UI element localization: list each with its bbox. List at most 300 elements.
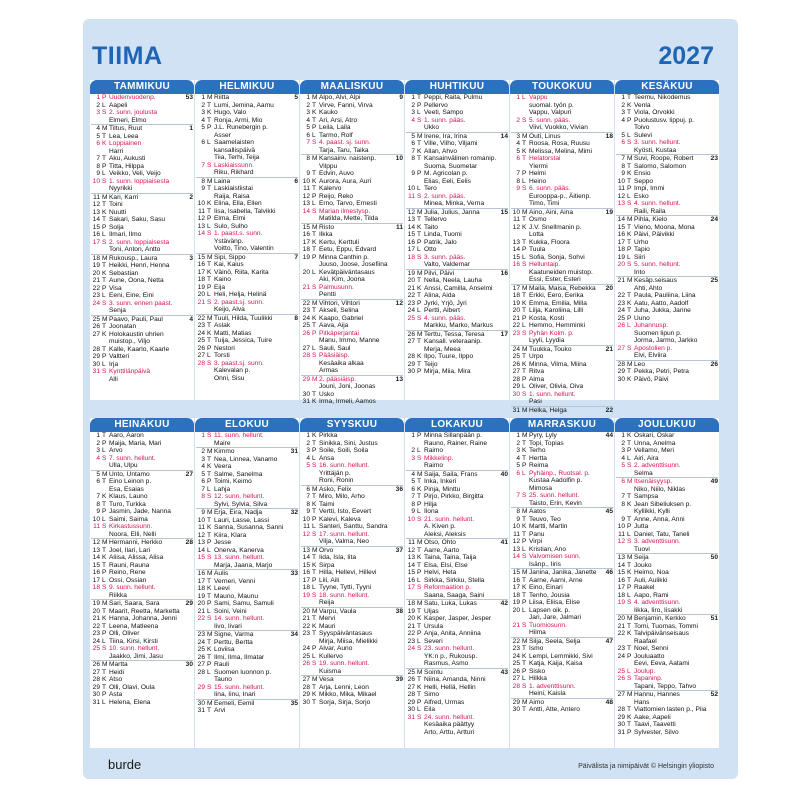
- weekday-letter: T: [312, 554, 317, 561]
- day-number: 19: [197, 592, 205, 600]
- day-number: 7: [516, 170, 520, 177]
- day-row: [616, 675, 718, 683]
- day-number: 30: [407, 368, 415, 375]
- day-number: 18: [302, 246, 310, 253]
- weekday-letter: K: [522, 652, 527, 660]
- day-row: [511, 432, 613, 440]
- weekday-letter: K: [207, 329, 212, 337]
- day-row: [196, 223, 298, 231]
- day-number: 8: [96, 162, 100, 170]
- day-number: 18: [512, 591, 520, 599]
- day-row: [91, 331, 193, 339]
- day-row: [511, 553, 613, 561]
- day-names: 1. adventtisunn.: [529, 682, 576, 690]
- day-row: [616, 690, 718, 699]
- week-number: 39: [395, 676, 403, 683]
- day-number: 9: [411, 170, 415, 177]
- day-names: Hertta: [529, 454, 547, 462]
- day-names: Riitta: [214, 94, 230, 101]
- day-number: 13: [512, 545, 520, 553]
- day-names: Edvin, Auvo: [319, 170, 354, 177]
- day-names: 3. paast.sj. sunn.: [214, 359, 264, 367]
- day-row: [91, 562, 193, 570]
- day-names: Pellervo: [424, 101, 448, 109]
- day-row: [301, 367, 403, 375]
- day-number: 1: [96, 94, 100, 101]
- day-row: [406, 554, 508, 562]
- weekday-letter: S: [417, 116, 422, 124]
- day-row: [196, 109, 298, 117]
- day-row: [91, 447, 193, 455]
- day-names: Kaapo, Gabriel: [319, 314, 363, 322]
- day-row: [511, 307, 613, 315]
- day-row: [511, 170, 613, 178]
- day-names: Vertti, Isto, Eevert: [319, 508, 372, 515]
- weekday-letter: K: [102, 554, 107, 561]
- day-number: 9: [516, 515, 520, 523]
- day-row: [406, 486, 508, 494]
- day-names: Kauko: [319, 109, 338, 116]
- day-names: Ukko: [424, 124, 440, 131]
- day-names: 21. sunn. hellunt.: [424, 515, 475, 523]
- day-names: Joulup.: [634, 667, 656, 675]
- weekday-letter: L: [207, 139, 211, 146]
- day-row: [616, 109, 718, 117]
- day-names: Esa, Esaias: [109, 485, 144, 493]
- day-names: M. Agricolan p.: [424, 170, 468, 177]
- day-names: 3. sunn. hellunt.: [634, 139, 681, 146]
- weekday-letter: S: [312, 591, 317, 599]
- day-names: Pyhäinp., Ruotsal. p.: [529, 469, 590, 477]
- day-row: [301, 170, 403, 178]
- weekday-letter: T: [627, 94, 632, 101]
- day-row: [301, 660, 403, 668]
- day-number: 19: [512, 599, 520, 606]
- day-row: [196, 562, 298, 570]
- day-row: [301, 223, 403, 232]
- weekday-letter: M: [312, 375, 318, 383]
- day-names: 7. sunn. hellunt.: [109, 454, 156, 462]
- day-row: [196, 646, 298, 654]
- day-number: 29: [512, 698, 520, 706]
- weekday-letter: T: [312, 493, 317, 500]
- day-number: 13: [92, 546, 100, 554]
- weekday-letter: K: [522, 299, 527, 307]
- day-number: 14: [197, 230, 205, 237]
- weekday-letter: T: [522, 292, 527, 299]
- month-header: HELMIKUU: [195, 80, 299, 94]
- weekday-letter: S: [522, 553, 527, 560]
- day-row: [196, 238, 298, 246]
- day-names: Pekka, Petri, Petra: [634, 368, 689, 375]
- day-names: Aino, Aini, Aina: [529, 208, 573, 216]
- day-number: 30: [407, 706, 415, 713]
- day-row: [196, 162, 298, 170]
- day-list: [510, 432, 614, 714]
- day-number: 4: [201, 116, 205, 124]
- day-names: Rasmus, Asmo: [424, 660, 469, 667]
- day-number: 23: [302, 630, 310, 637]
- day-row: [406, 584, 508, 592]
- day-number: 25: [407, 668, 415, 676]
- day-names: Alpo, Alvi, Alpi: [319, 94, 361, 101]
- day-row: [301, 538, 403, 546]
- weekday-letter: T: [417, 292, 422, 299]
- day-row: [301, 163, 403, 171]
- day-row: [196, 132, 298, 140]
- day-row: [616, 645, 718, 653]
- day-row: [301, 546, 403, 555]
- weekday-letter: P: [627, 523, 632, 530]
- day-names: Sebastian: [109, 269, 139, 277]
- day-names: Timo, Timi: [529, 200, 560, 207]
- weekday-letter: T: [522, 216, 527, 223]
- weekday-letter: L: [312, 523, 316, 530]
- day-names: Pirkka: [319, 432, 338, 439]
- day-row: [616, 315, 718, 323]
- day-row: [196, 230, 298, 238]
- day-row: [406, 300, 508, 308]
- day-names: Airi, Aira: [634, 454, 659, 462]
- day-row: [196, 684, 298, 692]
- week-number: 46: [605, 569, 613, 576]
- day-number: 4: [411, 116, 415, 124]
- day-names: Alina, Aida: [424, 292, 456, 299]
- day-number: 16: [512, 576, 520, 584]
- day-row: [616, 706, 718, 714]
- weekday-letter: S: [207, 230, 212, 237]
- weekday-letter: T: [522, 591, 527, 599]
- weekday-letter: K: [627, 170, 632, 177]
- day-names: Suomen lipun p.: [634, 329, 682, 337]
- day-row: [91, 285, 193, 293]
- day-number: 17: [302, 238, 310, 246]
- day-number: 10: [197, 200, 205, 207]
- day-row: [91, 676, 193, 684]
- weekday-letter: S: [312, 660, 317, 667]
- day-names: Urho: [634, 238, 649, 246]
- day-names: Vieno, Moona, Mona: [634, 223, 695, 231]
- weekday-letter: K: [627, 432, 632, 439]
- weekday-letter: L: [417, 637, 421, 645]
- day-row: [91, 178, 193, 186]
- day-row: [406, 684, 508, 692]
- weekday-letter: L: [417, 307, 421, 314]
- day-row: [301, 360, 403, 368]
- day-names: Aatu, Aatto, Aadolf: [634, 299, 689, 307]
- day-row: [616, 477, 718, 486]
- day-names: Kertu, Kerttuli: [319, 238, 359, 246]
- day-number: 3: [96, 447, 100, 454]
- weekday-letter: T: [312, 116, 317, 124]
- day-number: 26: [92, 323, 100, 330]
- day-names: Aulis: [214, 570, 229, 577]
- day-row: [406, 645, 508, 653]
- day-row: [91, 462, 193, 470]
- day-row: [196, 322, 298, 330]
- day-row: [406, 261, 508, 269]
- day-number: 6: [96, 478, 100, 485]
- weekday-letter: L: [417, 246, 421, 253]
- day-names: Tuija, Jessica, Tuire: [214, 337, 273, 344]
- day-row: [91, 638, 193, 646]
- weekday-letter: P: [522, 538, 527, 545]
- day-number: 18: [302, 584, 310, 591]
- day-names: Helena, Elena: [109, 698, 151, 706]
- weekday-letter: M: [102, 193, 108, 201]
- day-row: [616, 714, 718, 722]
- day-names: Soile, Soili, Soila: [319, 447, 369, 454]
- day-names: Laskiaissunn.: [214, 161, 254, 169]
- weekday-letter: T: [207, 531, 212, 539]
- day-row: [196, 215, 298, 223]
- weekday-letter: K: [102, 615, 107, 622]
- weekday-letter: M: [522, 569, 528, 576]
- day-number: 12: [302, 192, 310, 200]
- day-row: [511, 660, 613, 668]
- day-row: [301, 215, 403, 223]
- weekday-letter: S: [522, 621, 527, 629]
- day-number: 23: [512, 645, 520, 652]
- day-names: Raimo: [424, 462, 444, 469]
- day-row: [511, 155, 613, 163]
- day-row: [406, 493, 508, 501]
- day-names: Pentti: [319, 291, 336, 298]
- day-number: 16: [197, 261, 205, 268]
- day-names: Daniel, Tatu, Taneli: [634, 530, 690, 538]
- week-number: 23: [710, 155, 718, 162]
- day-names: Lahja: [214, 485, 231, 493]
- day-number: 23: [302, 307, 310, 314]
- day-names: Soini, Veini: [214, 607, 247, 615]
- day-number: 12: [407, 208, 415, 216]
- weekday-letter: T: [627, 493, 632, 500]
- day-names: 2. sunn. pääs.: [424, 192, 466, 200]
- day-row: [91, 592, 193, 600]
- day-names: Holokaustin uhrien: [109, 330, 164, 338]
- day-number: 5: [621, 462, 625, 469]
- day-row: [91, 501, 193, 509]
- weekday-letter: T: [627, 109, 632, 116]
- weekday-letter: T: [207, 455, 212, 463]
- day-names: Tiltus, Ruut: [109, 125, 143, 132]
- day-number: 30: [617, 375, 625, 383]
- day-number: 29: [512, 383, 520, 390]
- day-row: [616, 577, 718, 585]
- day-names: Mirja, Miisa, Mielikki: [319, 637, 378, 645]
- day-list: [90, 94, 194, 383]
- day-names: Nella, Neela, Lauha: [424, 277, 482, 284]
- day-names: Loviisa: [214, 646, 235, 653]
- day-row: [511, 455, 613, 463]
- week-number: 21: [605, 345, 613, 353]
- day-names: 14. sunn. hellunt.: [214, 615, 265, 622]
- day-number: 26: [302, 660, 310, 667]
- weekday-letter: T: [627, 439, 632, 447]
- day-row: [301, 455, 403, 463]
- weekday-letter: S: [207, 359, 212, 367]
- weekday-letter: L: [312, 584, 316, 591]
- day-number: 1: [411, 94, 415, 101]
- day-row: [301, 592, 403, 600]
- week-number: 36: [395, 485, 403, 493]
- day-row: [616, 486, 718, 494]
- day-names: Benjamin, Kerkko: [634, 615, 686, 622]
- day-number: 19: [92, 262, 100, 269]
- month-header: JOULUKUU: [615, 418, 719, 432]
- day-row: [406, 208, 508, 217]
- day-row: [406, 577, 508, 585]
- day-number: 23: [407, 637, 415, 645]
- day-number: 13: [617, 554, 625, 561]
- week-number: 26: [710, 360, 718, 368]
- day-names: Eija: [214, 283, 225, 291]
- day-row: [406, 178, 508, 186]
- weekday-letter: T: [102, 345, 107, 353]
- day-names: Onerva, Kanerva: [214, 546, 264, 554]
- day-row: [301, 261, 403, 269]
- day-row: [616, 368, 718, 376]
- day-names: Kuisma: [319, 667, 341, 675]
- weekday-letter: T: [417, 231, 422, 238]
- weekday-letter: K: [312, 177, 317, 185]
- day-row: [616, 376, 718, 384]
- month-kesäkuu: [615, 80, 719, 400]
- day-number: 24: [302, 314, 310, 322]
- day-number: 14: [92, 216, 100, 223]
- day-number: 16: [617, 576, 625, 584]
- weekday-letter: S: [627, 462, 632, 469]
- day-row: [196, 691, 298, 699]
- day-names: Elias, Eeli, Eelis: [424, 177, 471, 185]
- day-names: Ilpo, Tuure, Ilppo: [424, 353, 474, 360]
- weekday-letter: M: [627, 277, 633, 284]
- day-names: Sulevi: [634, 131, 652, 139]
- weekday-letter: P: [417, 299, 422, 307]
- day-names: Uljas: [424, 607, 439, 615]
- weekday-letter: T: [522, 515, 527, 523]
- weekday-letter: L: [627, 454, 631, 462]
- day-number: 22: [302, 299, 310, 307]
- day-names: Heini, Kaisla: [529, 690, 566, 697]
- day-number: 14: [302, 207, 310, 215]
- day-row: [301, 322, 403, 330]
- day-names: Alvar, Auno: [319, 645, 353, 652]
- weekday-letter: M: [522, 406, 528, 414]
- day-row: [511, 109, 613, 117]
- weekday-letter: T: [522, 576, 527, 584]
- day-number: 11: [618, 185, 625, 192]
- day-names: Hanna, Johanna, Jenni: [109, 615, 177, 622]
- day-number: 26: [407, 676, 415, 683]
- day-number: 22: [197, 615, 205, 622]
- day-row: [91, 608, 193, 616]
- day-row: [196, 177, 298, 186]
- day-row: [511, 592, 613, 600]
- day-names: Julia, Julius, Janna: [424, 208, 480, 216]
- day-names: Reino, Rene: [109, 569, 146, 576]
- week-number: 8: [294, 314, 298, 322]
- day-names: Otso, Ohto: [424, 539, 456, 546]
- day-row: [91, 270, 193, 278]
- day-names: Jouni, Joni, Joonas: [319, 383, 376, 390]
- day-names: Aatos: [529, 508, 546, 515]
- month-header: TAMMIKUU: [90, 80, 194, 94]
- day-names: Pihla, Kielo: [634, 216, 667, 223]
- day-names: Vappu, Valpuri: [529, 109, 572, 116]
- day-names: Lilja, Karoliina, Lilli: [529, 307, 584, 314]
- day-row: [196, 661, 298, 669]
- day-names: Toini: [109, 201, 123, 208]
- day-row: [616, 147, 718, 155]
- day-names: Elina, Ella, Ellen: [214, 200, 262, 207]
- day-names: Elma, Elmi: [214, 215, 246, 222]
- weekday-letter: T: [207, 207, 212, 215]
- weekday-letter: T: [102, 262, 107, 269]
- month-tammikuu: [90, 80, 194, 400]
- weekday-letter: L: [522, 469, 526, 477]
- day-number: 27: [302, 344, 310, 352]
- day-row: [511, 523, 613, 531]
- weekday-letter: M: [207, 631, 213, 638]
- day-names: Leo: [634, 360, 646, 368]
- day-names: Ismo: [529, 645, 544, 652]
- day-row: [301, 508, 403, 516]
- day-number: 8: [306, 155, 310, 162]
- day-row: [406, 691, 508, 699]
- day-number: 25: [302, 322, 310, 329]
- day-row: [511, 322, 613, 330]
- day-names: Laina: [214, 177, 231, 185]
- day-row: [616, 668, 718, 676]
- weekday-letter: M: [312, 299, 318, 307]
- weekday-letter: T: [207, 322, 212, 329]
- weekday-letter: S: [417, 314, 422, 322]
- weekday-letter: L: [417, 706, 421, 713]
- day-names: Sirkka, Sirkku, Stella: [424, 576, 485, 584]
- day-names: Teuvo, Teo: [529, 515, 561, 523]
- day-row: [91, 224, 193, 232]
- day-names: Lauri, Lasse, Lassi: [214, 516, 269, 524]
- weekday-letter: S: [522, 261, 527, 268]
- month-header: MARRASKUU: [510, 418, 614, 432]
- day-number: 10: [512, 523, 520, 530]
- day-names: Paavo, Pauli, Paul: [109, 315, 163, 323]
- weekday-letter: T: [522, 155, 527, 162]
- day-number: 18: [92, 584, 100, 591]
- weekday-letter: S: [417, 645, 422, 652]
- weekday-letter: T: [627, 706, 632, 713]
- week-number: 7: [294, 253, 298, 261]
- day-names: Veera: [214, 463, 232, 470]
- day-row: [616, 154, 718, 163]
- weekday-letter: P: [102, 439, 107, 447]
- day-row: [91, 185, 193, 193]
- weekday-letter: M: [522, 637, 528, 645]
- day-row: [616, 623, 718, 631]
- day-names: Marian ilmestysp.: [319, 207, 371, 215]
- day-number: 17: [197, 577, 205, 585]
- weekday-letter: L: [417, 447, 421, 454]
- day-number: 4: [96, 454, 100, 462]
- day-number: 22: [617, 292, 625, 299]
- weekday-letter: S: [312, 530, 317, 538]
- weekday-letter: P: [417, 101, 422, 109]
- day-row: [301, 132, 403, 140]
- day-number: 19: [617, 253, 625, 261]
- day-number: 3: [201, 455, 205, 463]
- weekday-letter: L: [312, 131, 316, 139]
